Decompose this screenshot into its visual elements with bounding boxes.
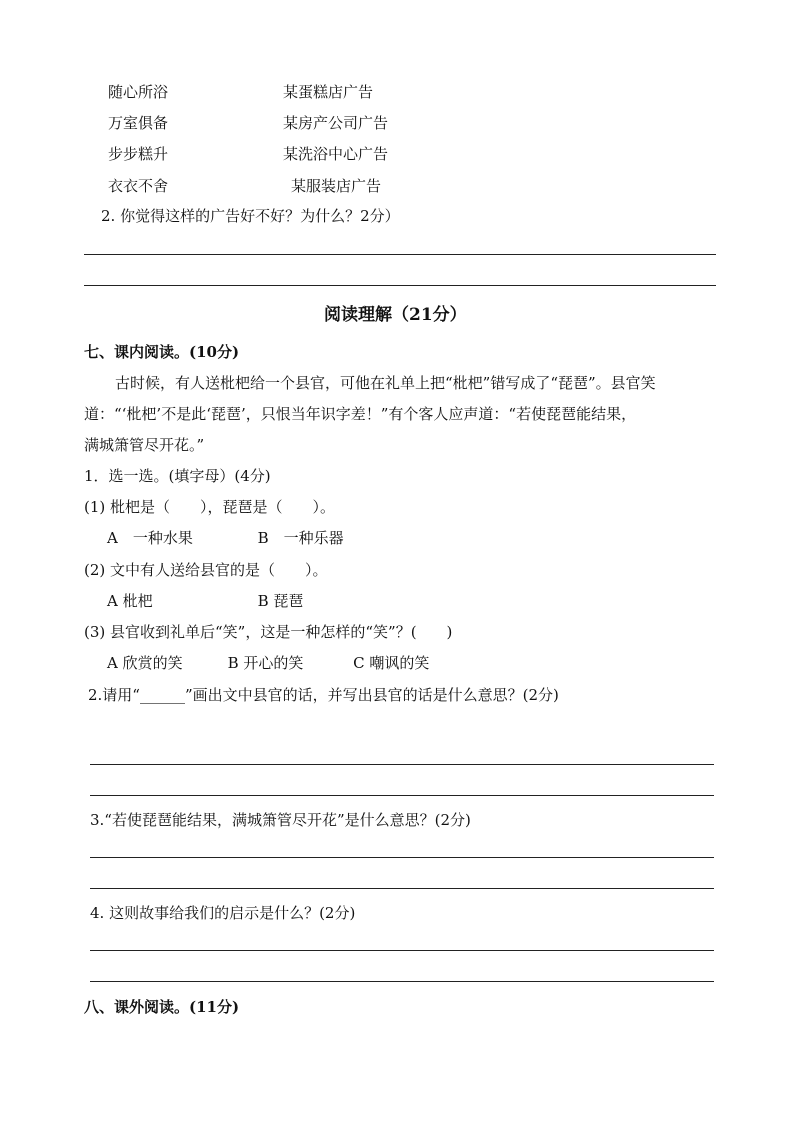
idiom-2: 万室俱备: [108, 114, 169, 132]
question-6-2: 2. 你觉得这样的广告好不好？为什么？2分）: [101, 207, 400, 225]
ad-4: 某服装店广告: [291, 177, 382, 195]
idiom-3: 步步糕升: [108, 145, 169, 163]
answer-line: [90, 764, 714, 765]
section-title: 阅读理解（21分）: [324, 305, 467, 325]
section-7-heading: 七、课内阅读。(10分): [84, 343, 240, 361]
passage-line-3: 满城箫管尽开花。”: [84, 436, 205, 454]
section-8-heading: 八、课外阅读。(11分): [84, 998, 240, 1016]
answer-line: [90, 888, 714, 889]
answer-line: [84, 254, 716, 255]
answer-line: [84, 285, 716, 286]
question-4: 4. 这则故事给我们的启示是什么？(2分): [90, 904, 356, 922]
question-1-3: (3) 县官收到礼单后“笑”，这是一种怎样的“笑”？( ): [84, 623, 453, 641]
idiom-1: 随心所浴: [108, 83, 169, 101]
ad-3: 某洗浴中心广告: [283, 145, 389, 163]
question-1-1-options: A 一种水果 B 一种乐器: [107, 529, 344, 547]
passage-line-1: 古时候，有人送枇杷给一个县官，可他在礼单上把“枇杷”错写成了“琵琶”。县官笑: [115, 374, 656, 392]
answer-line: [90, 795, 714, 796]
question-3: 3.“若使琵琶能结果，满城箫管尽开花”是什么意思？(2分): [90, 811, 471, 829]
passage-line-2: 道：“‘枇杷’不是此‘琵琶’，只恨当年识字差！”有个客人应声道：“若使琵琶能结果，: [84, 405, 637, 423]
answer-line: [90, 857, 714, 858]
ad-1: 某蛋糕店广告: [283, 83, 374, 101]
question-1-2-options: A 枇杷 B 琵琶: [107, 592, 304, 610]
ad-2: 某房产公司广告: [283, 114, 389, 132]
question-2: 2.请用“______”画出文中县官的话，并写出县官的话是什么意思？(2分): [88, 686, 559, 704]
question-1-3-options: A 欣赏的笑 B 开心的笑 C 嘲讽的笑: [107, 654, 430, 672]
question-1-2: (2) 文中有人送给县官的是（ ）。: [84, 561, 328, 579]
answer-line: [90, 981, 714, 982]
question-1-1: (1) 枇杷是（ ），琵琶是（ ）。: [84, 498, 336, 516]
question-1: 1．选一选。(填字母）(4分): [84, 467, 271, 485]
idiom-4: 衣衣不舍: [108, 177, 169, 195]
answer-line: [90, 950, 714, 951]
